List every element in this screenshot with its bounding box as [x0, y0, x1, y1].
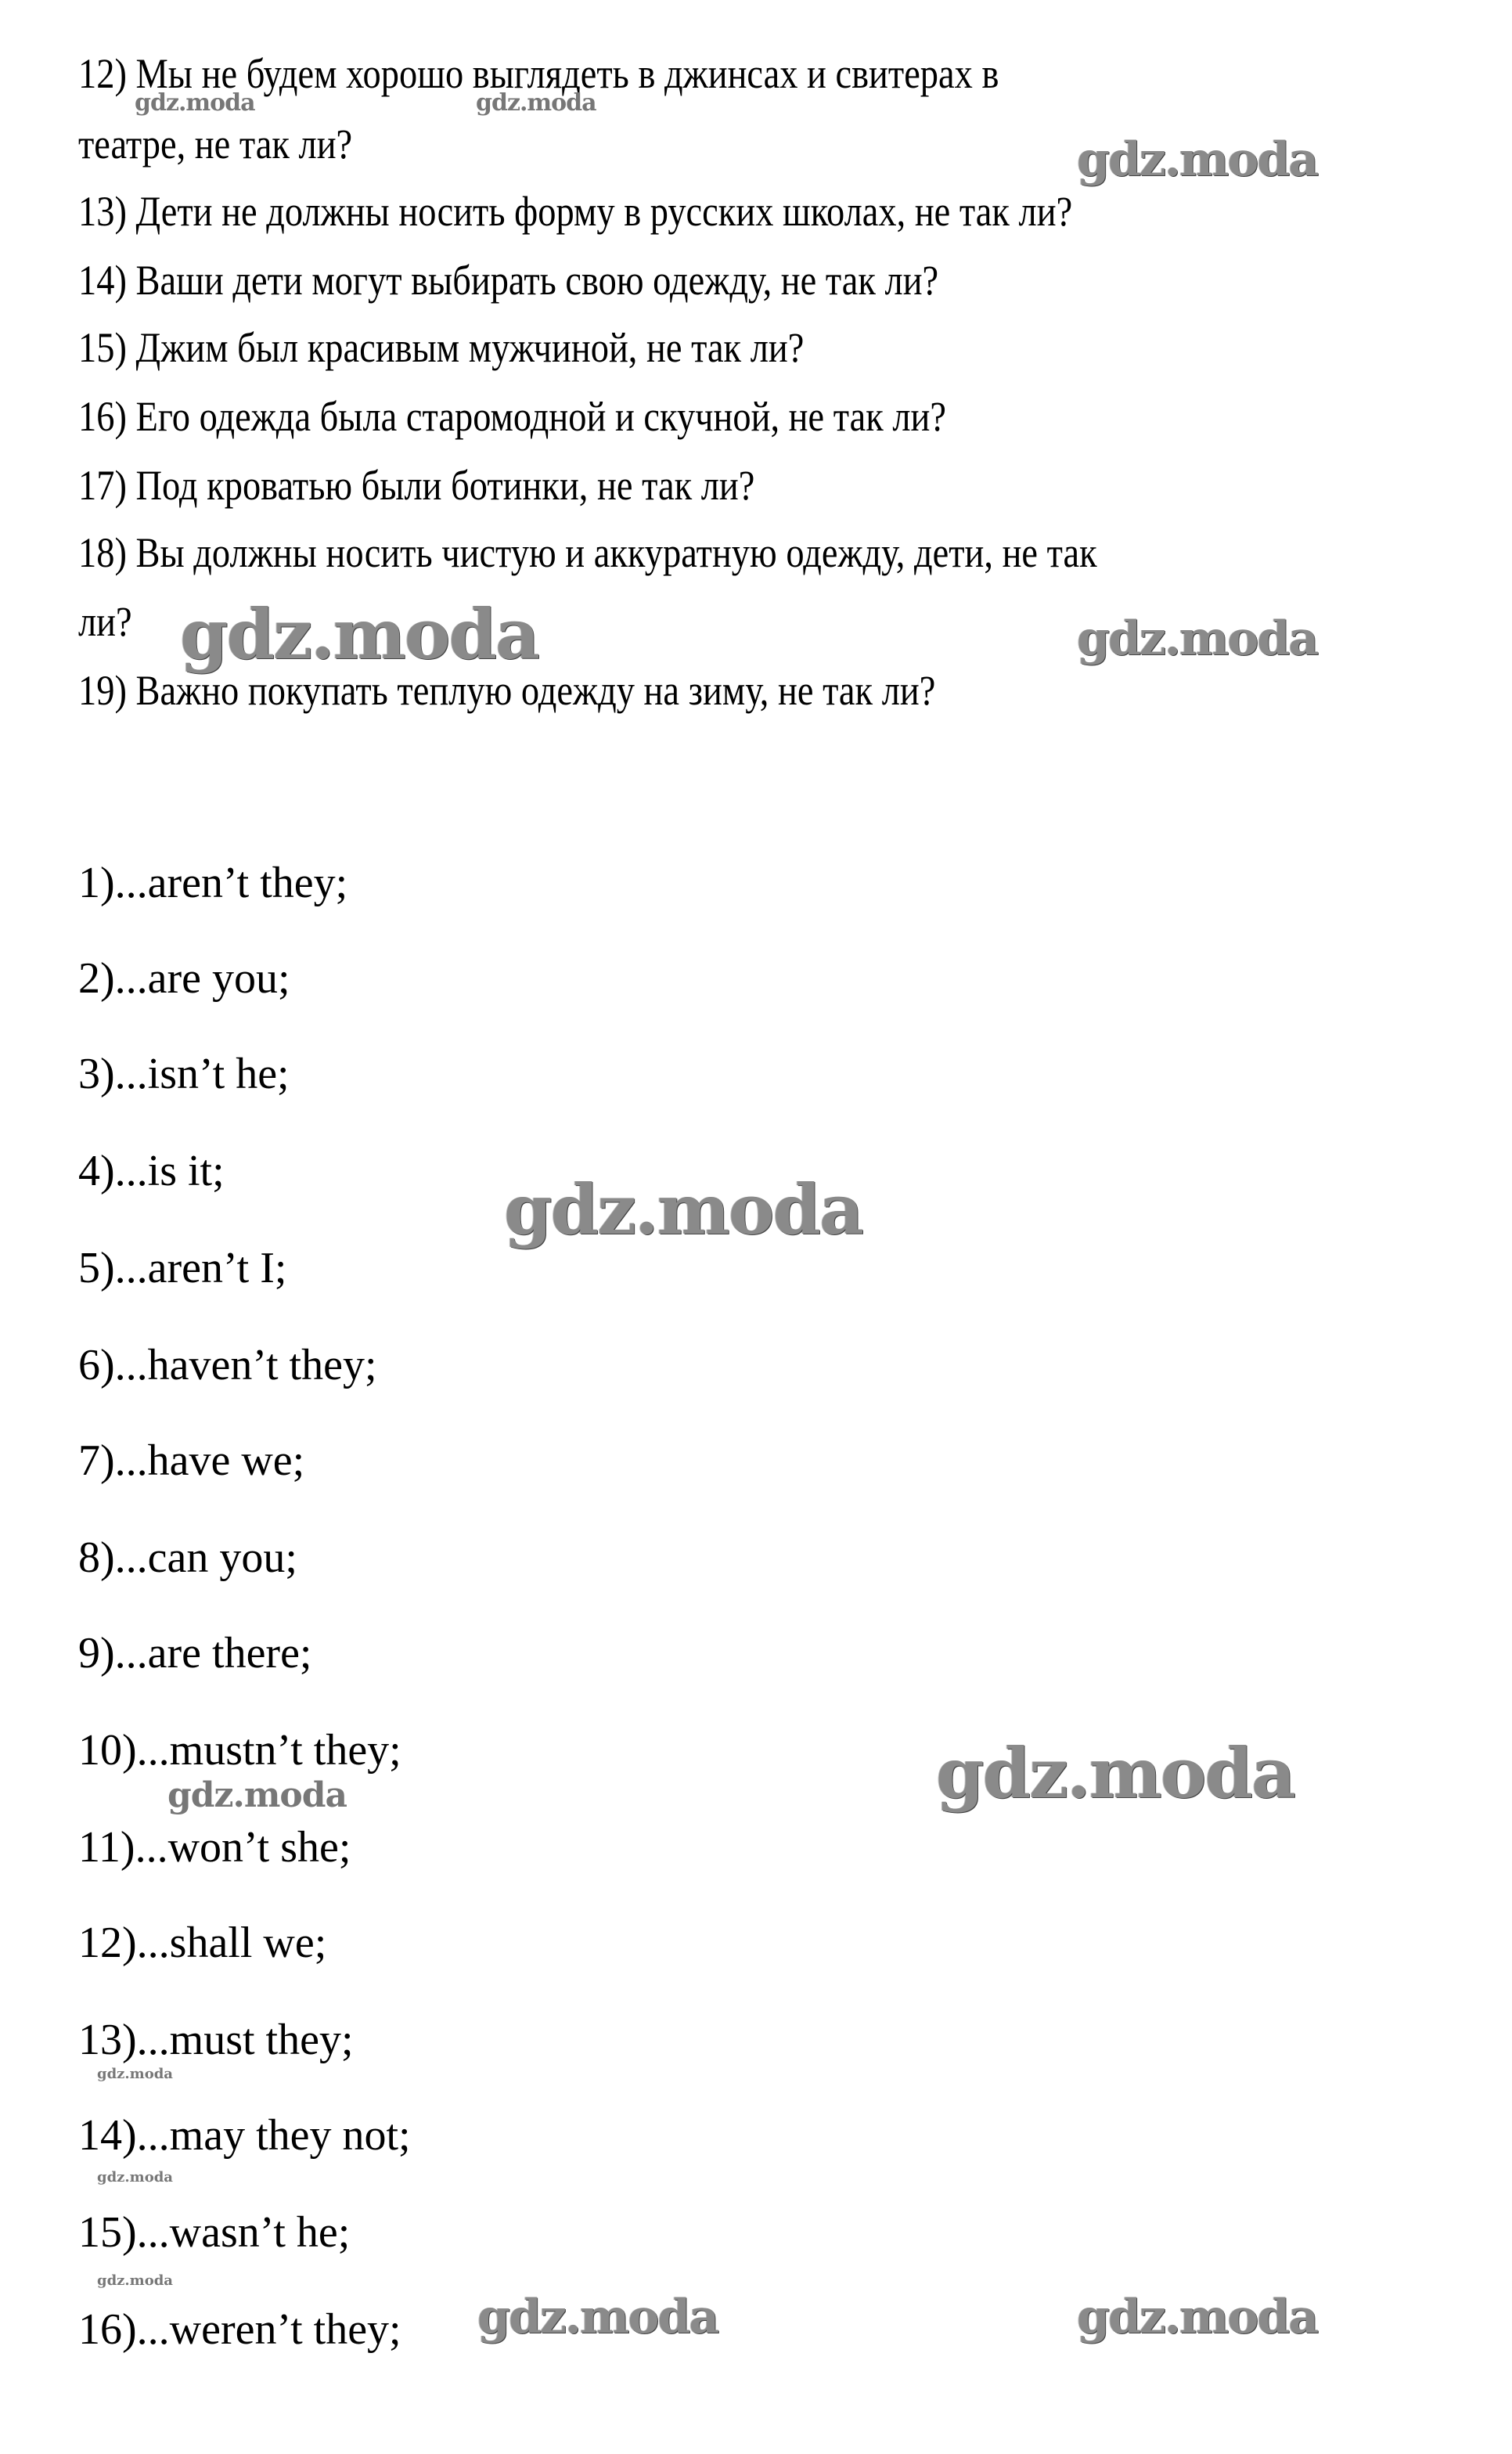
sentence-line: 13) Дети не должны носить форму в русских школах, не так ли? — [78, 188, 1073, 235]
sentence-line: 14) Ваши дети могут выбирать свою одежду, не так ли? — [78, 257, 939, 304]
answer-item: 8)...can you; — [78, 1533, 297, 1582]
answer-item: 15)...wasn’t he; — [78, 2208, 351, 2257]
answer-item: 10)...mustn’t they; — [78, 1726, 401, 1775]
answer-item: 4)...is it; — [78, 1147, 225, 1195]
watermark: gdz.moda — [97, 2272, 173, 2289]
answer-item: 12)...shall we; — [78, 1919, 327, 1967]
sentence-line: 16) Его одежда была старомодной и скучной, не так ли? — [78, 393, 947, 440]
watermark: gdz.moda — [97, 2169, 173, 2186]
answer-item: 6)...haven’t they; — [78, 1341, 377, 1389]
answer-item: 7)...have we; — [78, 1436, 305, 1485]
watermark: gdz.moda — [504, 1169, 863, 1250]
answer-item: 3)...isn’t he; — [78, 1050, 290, 1098]
sentence-line: 19) Важно покупать теплую одежду на зиму, не так ли? — [78, 667, 936, 714]
sentence-line: 12) Мы не будем хорошо выглядеть в джинсах и свитерах в — [78, 50, 999, 97]
answer-item: 5)...aren’t I; — [78, 1244, 287, 1292]
watermark: gdz.moda — [936, 1732, 1295, 1814]
sentence-line: ли? — [78, 598, 132, 645]
answer-item: 1)...aren’t they; — [78, 859, 348, 907]
answer-item: 13)...must they; — [78, 2016, 354, 2064]
watermark: gdz.moda — [167, 1775, 347, 1815]
sentence-line: 17) Под кроватью были ботинки, не так ли? — [78, 462, 755, 509]
watermark: gdz.moda — [180, 593, 539, 675]
sentence-line: 15) Джим был красивым мужчиной, не так ли? — [78, 324, 805, 371]
answer-item: 2)...are you; — [78, 954, 290, 1003]
watermark: gdz.moda — [476, 89, 596, 117]
watermark: gdz.moda — [97, 2066, 173, 2082]
watermark: gdz.moda — [135, 89, 255, 117]
answer-item: 9)...are there; — [78, 1629, 312, 1677]
watermark: gdz.moda — [1077, 132, 1318, 187]
sentence-line: театре, не так ли? — [78, 121, 353, 168]
watermark: gdz.moda — [477, 2290, 718, 2344]
answer-item: 16)...weren’t they; — [78, 2305, 401, 2354]
watermark: gdz.moda — [1077, 2290, 1318, 2344]
answer-item: 14)...may they not; — [78, 2111, 411, 2160]
sentence-line: 18) Вы должны носить чистую и аккуратную одежду, дети, не так — [78, 529, 1097, 576]
watermark: gdz.moda — [1077, 611, 1318, 666]
answer-item: 11)...won’t she; — [78, 1823, 351, 1872]
